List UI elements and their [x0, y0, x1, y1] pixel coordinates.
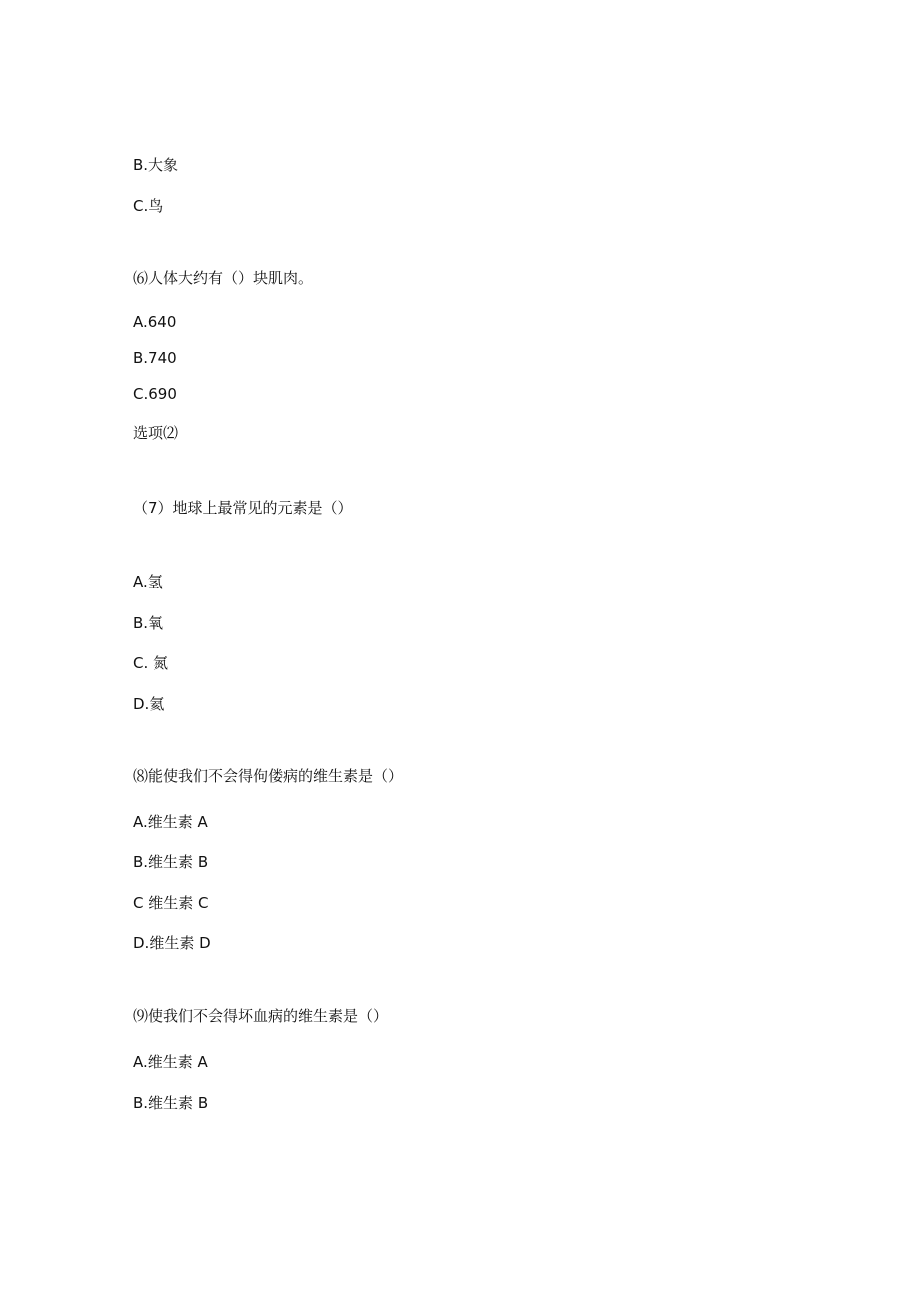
q9-question: ⑼使我们不会得坏血病的维生素是（） [133, 1007, 389, 1025]
q8-question: ⑻能使我们不会得佝偻病的维生素是（） [133, 767, 404, 785]
q8-option-b: B.维生素 B [133, 853, 209, 871]
q9-option-a: A.维生素 A [133, 1053, 208, 1071]
q8-option-c: C 维生素 C [133, 894, 209, 912]
q6-option-c: C.690 [133, 385, 177, 403]
q5-option-c: C.鸟 [133, 197, 164, 215]
q6-option-b: B.740 [133, 349, 177, 367]
q5-option-b: B.大象 [133, 156, 179, 174]
q6-note: 选项⑵ [133, 424, 179, 442]
q9-option-b: B.维生素 B [133, 1094, 209, 1112]
q8-option-a: A.维生素 A [133, 813, 208, 831]
q7-option-a: A.氢 [133, 573, 163, 591]
q7-option-c: C. 氮 [133, 654, 169, 672]
q6-option-a: A.640 [133, 313, 177, 331]
q8-option-d: D.维生素 D [133, 934, 211, 952]
q6-question: ⑹人体大约有（）块肌肉。 [133, 269, 314, 287]
q7-question: （7）地球上最常见的元素是（） [133, 499, 353, 517]
q7-option-b: B.氧 [133, 614, 164, 632]
q7-option-d: D.氦 [133, 695, 165, 713]
